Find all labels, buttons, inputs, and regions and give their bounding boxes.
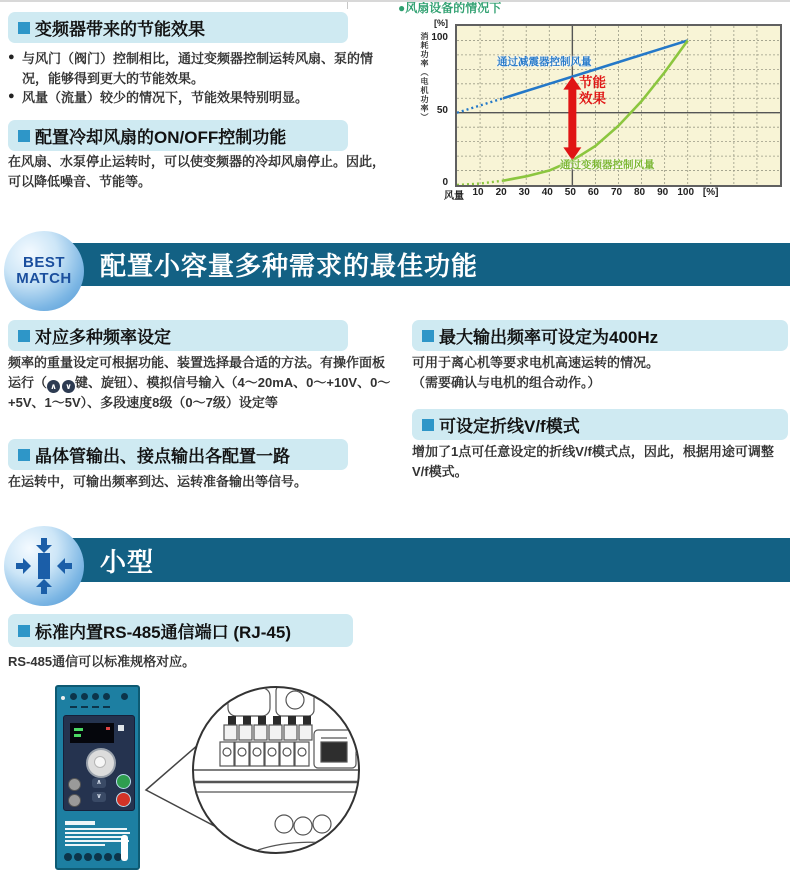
section-header-max-frequency xyxy=(412,320,788,351)
y-tick-label: 0 xyxy=(442,177,448,188)
frequency-setting-text: 频率的重量设定可根据功能、装置选择最合适的方法。有操作面板运行（ ∧ ∨ 键、旋钮）、模拟信号输入（4～20mA、0～+10V、0～+5V、1～5V）、多段速度8级（0～7级）设定等 xyxy=(8,355,391,410)
banner-title: 小型 xyxy=(100,546,155,577)
chart-y-ticks xyxy=(404,18,450,188)
x-unit-label: [%] xyxy=(702,187,719,198)
section-header-energy-saving xyxy=(8,12,348,43)
section-header-label: 变频器带来的节能效果 xyxy=(35,20,205,39)
stop-button xyxy=(116,792,131,807)
vent-hole xyxy=(94,853,102,861)
section-header-label: 对应多种频率设定 xyxy=(35,328,171,347)
rj45-callout xyxy=(138,672,368,875)
keypad-panel xyxy=(63,715,135,811)
banner-title: 配置小容量多种需求的最佳功能 xyxy=(100,251,479,281)
blue-square-icon xyxy=(18,625,30,637)
x-tick-label: 80 xyxy=(634,187,646,198)
y-tick-label: 50 xyxy=(436,104,448,116)
fan-onoff-text: 在风扇、水泵停止运转时，可以使变频器的冷却风扇停止。因此，可以降低噪音、节能等。 xyxy=(8,154,386,189)
vent-slit xyxy=(81,706,88,708)
up-key-icon: ∧ xyxy=(47,380,60,393)
section-header-rs485 xyxy=(8,614,353,647)
inverter-series-label: 通过变频器控制风量 xyxy=(560,159,655,171)
section-header-label: 标准内置RS-485通信端口 (RJ-45) xyxy=(35,623,291,642)
x-tick-label: 90 xyxy=(657,187,669,198)
vent-hole xyxy=(104,853,112,861)
fan-power-chart xyxy=(455,24,782,187)
x-tick-label: 40 xyxy=(541,187,553,198)
x-tick-label: 50 xyxy=(564,187,576,198)
section-header-label: 最大输出频率可设定为400Hz xyxy=(439,328,659,347)
blue-square-icon xyxy=(18,330,30,342)
label-line xyxy=(65,840,129,842)
brand-label xyxy=(65,821,95,825)
vent-hole xyxy=(103,693,110,700)
vent-hole xyxy=(84,853,92,861)
x-tick-label: 60 xyxy=(587,187,599,198)
label-line xyxy=(65,836,125,838)
y-tick-label: 100 xyxy=(431,32,448,44)
x-tick-label: 30 xyxy=(518,187,530,198)
compact-badge xyxy=(4,526,84,606)
mounting-slot xyxy=(121,835,128,861)
up-button: ∧ xyxy=(92,778,106,788)
vent-slit xyxy=(92,706,99,708)
blue-square-icon xyxy=(422,419,434,431)
scan-artifact-line xyxy=(347,2,348,9)
panel-button xyxy=(68,778,81,791)
chart-title: ●风扇设备的情况下 xyxy=(398,1,502,15)
vent-hole xyxy=(70,693,77,700)
blue-square-icon xyxy=(18,130,30,142)
panel-button xyxy=(68,794,81,807)
vent-hole xyxy=(81,693,88,700)
transistor-output-text: 在运转中，可输出频率到达、运转准备输出等信号。 xyxy=(8,474,308,489)
section-header-label: 可设定折线V/f模式 xyxy=(439,417,580,436)
vent-hole xyxy=(92,693,99,700)
section-header-frequency-setting xyxy=(8,320,348,351)
banner-best-match xyxy=(62,243,790,286)
blue-square-icon xyxy=(422,330,434,342)
down-key-icon: ∨ xyxy=(62,380,75,393)
blue-square-icon xyxy=(18,449,30,461)
section-header-vf-pattern xyxy=(412,409,788,440)
run-button xyxy=(116,774,131,789)
label-line xyxy=(65,832,130,834)
vent-hole xyxy=(74,853,82,861)
unit-indicator xyxy=(118,725,124,731)
x-tick-label: 20 xyxy=(495,187,507,198)
down-button: ∨ xyxy=(92,792,106,802)
inverter-device-photo xyxy=(55,685,140,870)
vent-slit xyxy=(70,706,77,708)
y-unit-label: [%] xyxy=(434,18,448,28)
x-tick-label: 10 xyxy=(472,187,484,198)
blue-square-icon xyxy=(18,22,30,34)
vf-pattern-text: 增加了1点可任意设定的折线V/f模式点，因此，根据用途可调整V/f模式。 xyxy=(412,444,774,479)
chart-y-axis-label: 消耗功率（电机功率） xyxy=(420,32,429,122)
compact-arrows-icon xyxy=(16,538,72,594)
vent-hole xyxy=(64,853,72,861)
max-frequency-text: 可用于离心机等要求电机高速运转的情况。 （需要确认与电机的组合动作。） xyxy=(412,355,660,390)
banner-compact xyxy=(62,538,790,582)
x-tick-label: 70 xyxy=(610,187,623,198)
section-header-label: 配置冷却风扇的ON/OFF控制功能 xyxy=(35,128,287,147)
vent-hole xyxy=(121,693,128,700)
label-line xyxy=(65,828,127,830)
energy-saving-annotation: 节能 效果 xyxy=(579,75,606,106)
chart-x-ticks xyxy=(444,187,790,202)
rs485-text: RS-485通信可以标准规格对应。 xyxy=(8,654,196,669)
section-header-transistor-output xyxy=(8,439,348,470)
setting-dial xyxy=(86,748,116,778)
led-display xyxy=(70,723,114,743)
section-header-fan-onoff xyxy=(8,120,348,151)
x-tick-label: 100 xyxy=(677,187,695,198)
x-axis-name: 风量 xyxy=(444,191,464,202)
label-line xyxy=(65,844,105,846)
best-match-badge: BEST MATCH xyxy=(4,231,84,311)
vent-slit xyxy=(103,706,110,708)
bullet-item: ● 风量（流量）较少的情况下，节能效果特别明显。 xyxy=(8,88,390,108)
energy-saving-bullets xyxy=(8,49,390,108)
bullet-item: ● 与风门（阀门）控制相比，通过变频器控制运转风扇、泵的情况，能够得到更大的节能效果。 xyxy=(8,49,390,88)
damper-series-label: 通过减震器控制风量 xyxy=(497,56,592,68)
section-header-label: 晶体管输出、接点输出各配置一路 xyxy=(35,447,290,466)
screw xyxy=(61,696,65,700)
